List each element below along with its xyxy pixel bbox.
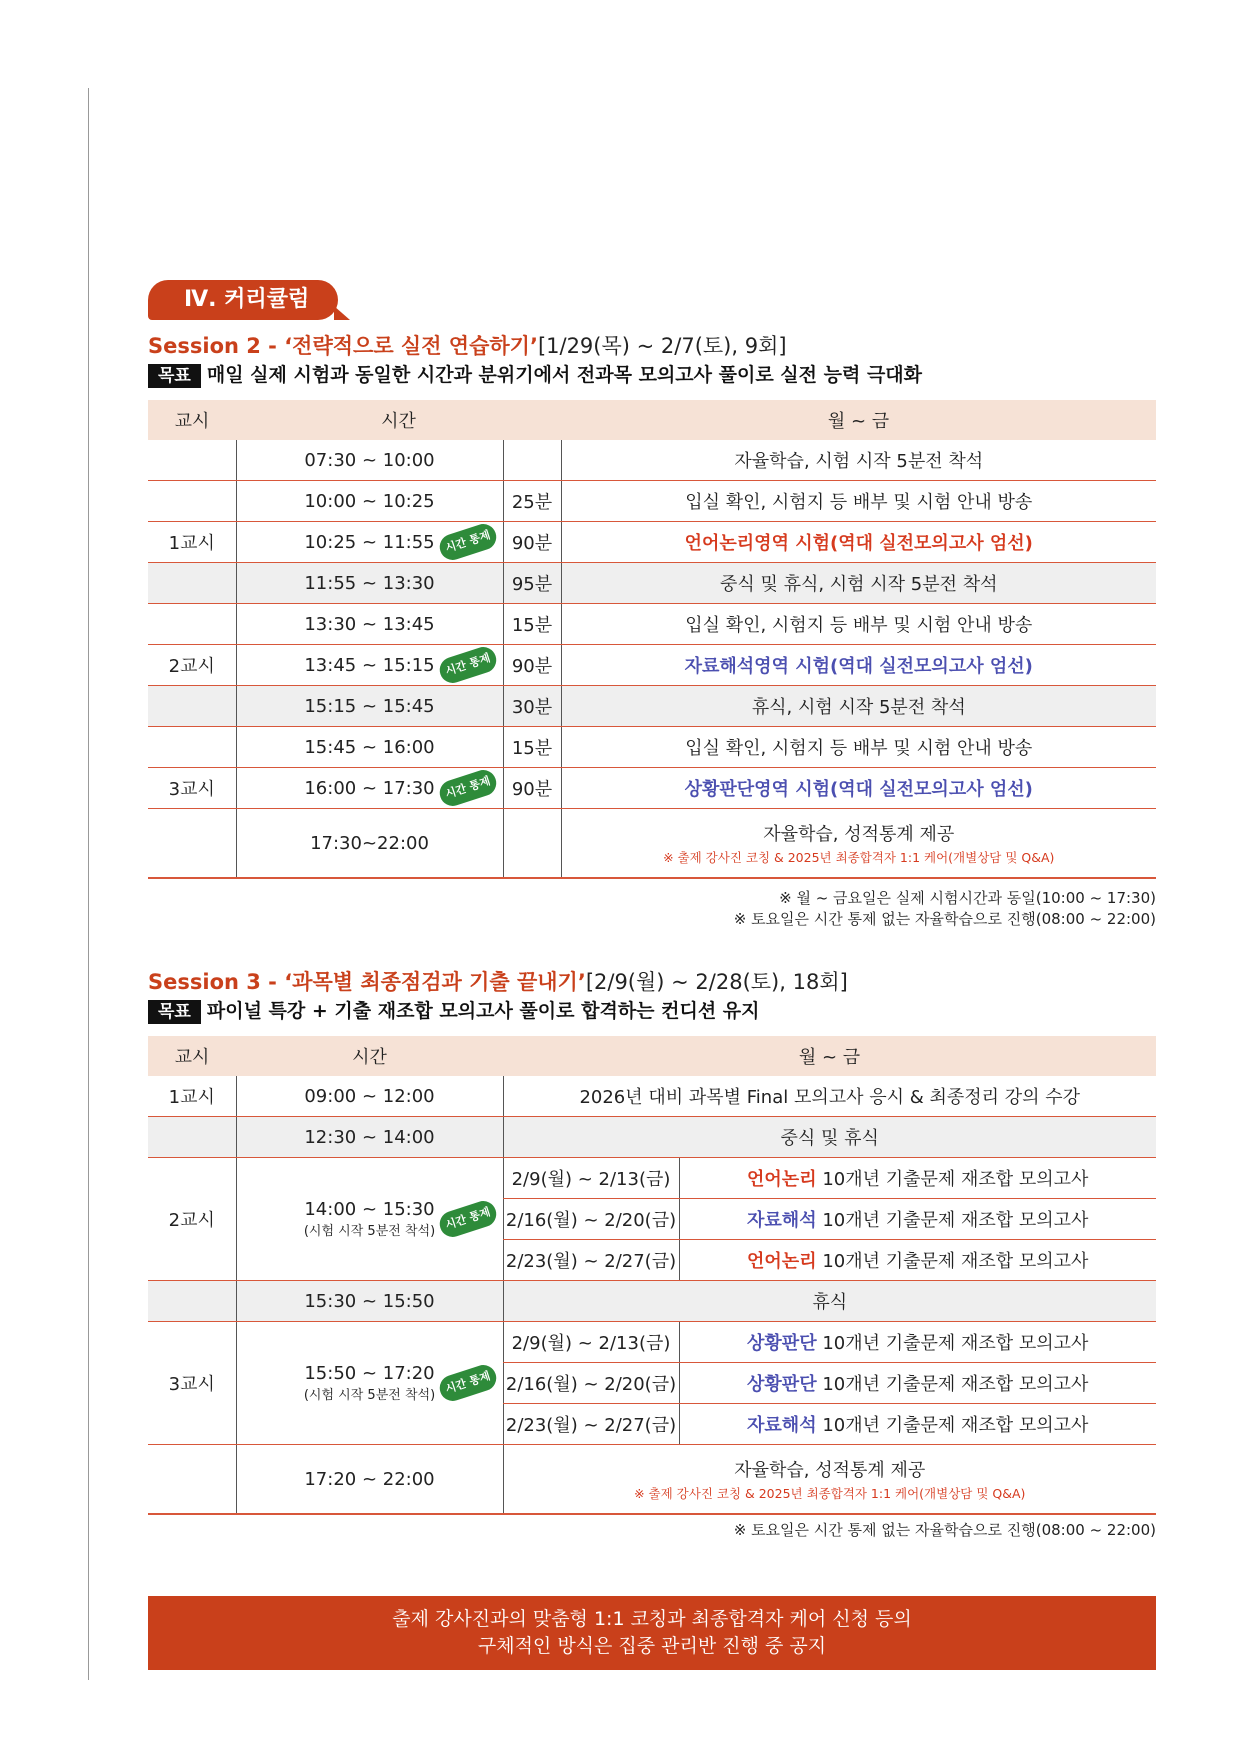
footer-banner: [148, 1596, 1156, 1670]
goal-text: 매일 실제 시험과 동일한 시간과 분위기에서 전과목 모의고사 풀이로 실전 능력 극대화: [206, 364, 923, 386]
period-cell: [148, 1445, 236, 1515]
desc-cell: 언어논리영역 시험(역대 실전모의고사 엄선): [561, 522, 1156, 563]
duration-cell: 25분: [503, 481, 561, 522]
time-cell: 17:30~22:00: [236, 809, 503, 879]
desc-cell: [679, 1199, 1156, 1240]
date-cell: 2/16(월) ~ 2/20(금): [503, 1363, 679, 1404]
duration-cell: 30분: [503, 686, 561, 727]
period-cell: [148, 686, 236, 727]
coaching-note: ※ 출제 강사진 코칭 & 2025년 최종합격자 1:1 케어(개별상담 및 Q&A): [663, 850, 1055, 865]
desc-text: 10개년 기출문제 재조합 모의고사: [822, 1251, 1089, 1272]
session3-range: [2/9(월) ~ 2/28(토), 18회]: [585, 970, 848, 994]
date-cell: 2/9(월) ~ 2/13(금): [503, 1158, 679, 1199]
session2-range: [1/29(목) ~ 2/7(토), 9회]: [537, 334, 787, 358]
period-cell: 2교시: [148, 1158, 236, 1281]
time-text: 14:00 ~ 15:30: [304, 1199, 435, 1220]
duration-cell: 90분: [503, 768, 561, 809]
subject: 언어논리: [747, 1251, 817, 1272]
time-sub: (시험 시작 5분전 착석): [303, 1388, 436, 1403]
time-cell: [236, 1322, 503, 1445]
desc-text: 10개년 기출문제 재조합 모의고사: [822, 1210, 1089, 1231]
duration-cell: 90분: [503, 522, 561, 563]
time-control-stamp: 시간 통제: [436, 1198, 499, 1241]
table-row: [148, 440, 1156, 481]
period-cell: 3교시: [148, 768, 236, 809]
note-line: ※ 토요일은 시간 통제 없는 자율학습으로 진행(08:00 ~ 22:00): [733, 910, 1156, 928]
time-text: 16:00 ~ 17:30: [304, 777, 435, 799]
session2-table: [148, 400, 1156, 879]
time-cell: [236, 1158, 503, 1281]
desc-cell: [679, 1322, 1156, 1363]
table-row: [148, 1076, 1156, 1117]
desc-cell: 입실 확인, 시험지 등 배부 및 시험 안내 방송: [561, 481, 1156, 522]
subject: 상황판단: [747, 1333, 817, 1354]
table-row: [148, 1445, 1156, 1515]
duration-cell: [503, 809, 561, 879]
period-cell: [148, 727, 236, 768]
session2-title-text: Session 2 - ‘전략적으로 실전 연습하기’: [148, 334, 538, 358]
subject: 언어논리: [747, 1169, 817, 1190]
date-cell: 2/16(월) ~ 2/20(금): [503, 1199, 679, 1240]
time-control-stamp: 시간 통제: [436, 644, 499, 687]
desc-cell: 휴식, 시험 시작 5분전 착석: [561, 686, 1156, 727]
period-cell: [148, 604, 236, 645]
subject: 상황판단: [747, 1374, 817, 1395]
desc-cell: 휴식: [503, 1281, 1156, 1322]
period-cell: 2교시: [148, 645, 236, 686]
period-cell: [148, 440, 236, 481]
session2-goal: [148, 360, 922, 388]
table-row: [148, 1158, 1156, 1199]
date-cell: 2/23(월) ~ 2/27(금): [503, 1240, 679, 1281]
table-row: [148, 686, 1156, 727]
goal-tag: 목표: [148, 1000, 201, 1024]
date-cell: 2/23(월) ~ 2/27(금): [503, 1404, 679, 1445]
duration-cell: 95분: [503, 563, 561, 604]
time-cell: 15:15 ~ 15:45: [236, 686, 503, 727]
goal-tag: 목표: [148, 364, 201, 388]
time-text: 13:45 ~ 15:15: [304, 654, 435, 676]
table-row: [148, 768, 1156, 809]
desc-cell: 상황판단영역 시험(역대 실전모의고사 엄선): [561, 768, 1156, 809]
desc-cell: 자율학습, 시험 시작 5분전 착석: [561, 440, 1156, 481]
date-cell: 2/9(월) ~ 2/13(금): [503, 1322, 679, 1363]
period-cell: 3교시: [148, 1322, 236, 1445]
time-control-stamp: 시간 통제: [436, 521, 499, 564]
desc-cell: 중식 및 휴식: [503, 1117, 1156, 1158]
table-row: [148, 522, 1156, 563]
time-cell: 11:55 ~ 13:30: [236, 563, 503, 604]
session3-table: [148, 1036, 1156, 1515]
period-cell: [148, 1281, 236, 1322]
desc-cell: [679, 1404, 1156, 1445]
table-row: [148, 809, 1156, 879]
header-time: 시간: [236, 400, 561, 440]
banner-line: 출제 강사진과의 맞춤형 1:1 코칭과 최종합격자 케어 신청 등의: [392, 1608, 912, 1630]
header-days: 월 ~ 금: [561, 400, 1156, 440]
table-row: [148, 563, 1156, 604]
session3-title-text: Session 3 - ‘과목별 최종점검과 기출 끝내기’: [148, 970, 586, 994]
period-cell: 1교시: [148, 522, 236, 563]
time-control-stamp: 시간 통제: [436, 767, 499, 810]
desc-cell: 입실 확인, 시험지 등 배부 및 시험 안내 방송: [561, 727, 1156, 768]
session2-title: [148, 330, 787, 360]
coaching-note: ※ 출제 강사진 코칭 & 2025년 최종합격자 1:1 케어(개별상담 및 Q&A): [634, 1486, 1026, 1501]
time-cell: 17:20 ~ 22:00: [236, 1445, 503, 1515]
desc-cell: 2026년 대비 과목별 Final 모의고사 응시 & 최종정리 강의 수강: [503, 1076, 1156, 1117]
subject: 자료해석: [747, 1415, 817, 1436]
header-days: 월 ~ 금: [503, 1036, 1156, 1076]
time-sub: (시험 시작 5분전 착석): [303, 1224, 436, 1239]
session2-notes: [734, 888, 1156, 930]
session3-title: [148, 966, 848, 996]
time-cell: 15:30 ~ 15:50: [236, 1281, 503, 1322]
period-cell: [148, 481, 236, 522]
desc-text: 10개년 기출문제 재조합 모의고사: [822, 1415, 1089, 1436]
margin-line: [88, 88, 89, 1680]
period-cell: 1교시: [148, 1076, 236, 1117]
desc-cell: [503, 1445, 1156, 1515]
desc-cell: [679, 1240, 1156, 1281]
desc-cell: 입실 확인, 시험지 등 배부 및 시험 안내 방송: [561, 604, 1156, 645]
duration-cell: [503, 440, 561, 481]
header-period: 교시: [148, 1036, 236, 1076]
time-cell: 07:30 ~ 10:00: [236, 440, 503, 481]
time-cell: 09:00 ~ 12:00: [236, 1076, 503, 1117]
goal-text: 파이널 특강 + 기출 재조합 모의고사 풀이로 합격하는 컨디션 유지: [206, 1000, 760, 1022]
table-row: [148, 1281, 1156, 1322]
desc-cell: 자료해석영역 시험(역대 실전모의고사 엄선): [561, 645, 1156, 686]
desc-cell: [679, 1363, 1156, 1404]
note-line: ※ 토요일은 시간 통제 없는 자율학습으로 진행(08:00 ~ 22:00): [733, 1521, 1156, 1539]
session3-goal: [148, 996, 760, 1024]
note-line: ※ 월 ~ 금요일은 실제 시험시간과 동일(10:00 ~ 17:30): [779, 889, 1156, 907]
table-row: [148, 727, 1156, 768]
table-row: [148, 1117, 1156, 1158]
desc-text: 10개년 기출문제 재조합 모의고사: [822, 1333, 1089, 1354]
desc-text: 10개년 기출문제 재조합 모의고사: [822, 1374, 1089, 1395]
duration-cell: 90분: [503, 645, 561, 686]
header-period: 교시: [148, 400, 236, 440]
subject: 자료해석: [747, 1210, 817, 1231]
duration-cell: 15분: [503, 727, 561, 768]
time-text: 15:50 ~ 17:20: [304, 1363, 435, 1384]
time-cell: 15:45 ~ 16:00: [236, 727, 503, 768]
time-cell: [236, 645, 503, 686]
table-row: [148, 604, 1156, 645]
time-cell: 10:00 ~ 10:25: [236, 481, 503, 522]
table-row: [148, 481, 1156, 522]
section-tab: Ⅳ. 커리큘럼: [148, 280, 338, 320]
desc-text: 10개년 기출문제 재조합 모의고사: [822, 1169, 1089, 1190]
period-cell: [148, 809, 236, 879]
time-cell: [236, 522, 503, 563]
time-cell: [236, 768, 503, 809]
duration-cell: 15분: [503, 604, 561, 645]
header-time: 시간: [236, 1036, 503, 1076]
session3-notes: [734, 1520, 1156, 1541]
time-text: 10:25 ~ 11:55: [304, 531, 435, 553]
period-cell: [148, 1117, 236, 1158]
period-cell: [148, 563, 236, 604]
desc-cell: [679, 1158, 1156, 1199]
table-row: [148, 1322, 1156, 1363]
desc-cell: 중식 및 휴식, 시험 시작 5분전 착석: [561, 563, 1156, 604]
desc-text: 자율학습, 성적통계 제공: [763, 824, 955, 845]
desc-text: 자율학습, 성적통계 제공: [734, 1460, 926, 1481]
desc-cell: [561, 809, 1156, 879]
time-cell: 12:30 ~ 14:00: [236, 1117, 503, 1158]
time-cell: 13:30 ~ 13:45: [236, 604, 503, 645]
banner-line: 구체적인 방식은 집중 관리반 진행 중 공지: [477, 1635, 827, 1657]
table-row: [148, 645, 1156, 686]
time-control-stamp: 시간 통제: [436, 1362, 499, 1405]
